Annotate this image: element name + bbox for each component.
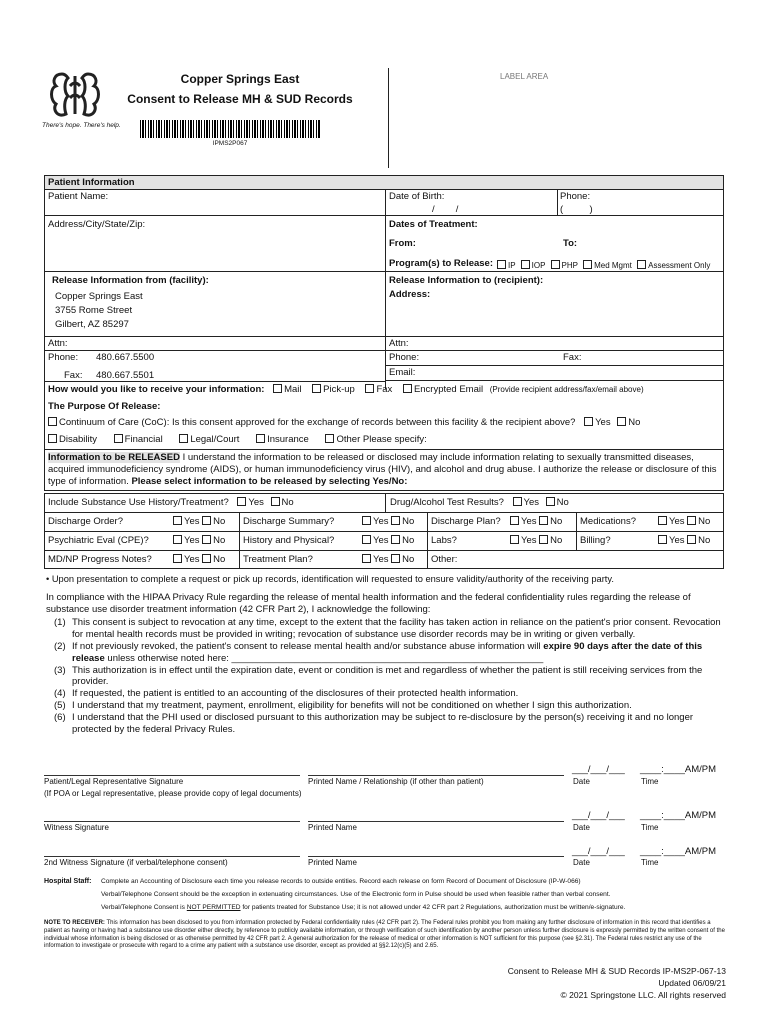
- hospital-staff-line3: Verbal/Telephone Consent is NOT PERMITTED for patients treated for Substance Use; it is not allowed under 42 CFR part 2 Regulations, authorization must be written/e-signature.: [101, 904, 626, 911]
- purpose-legal-checkbox[interactable]: Legal/Court: [179, 434, 239, 445]
- dob-field[interactable]: Date of Birth:: [389, 191, 445, 202]
- hospital-staff-line1: Complete an Accounting of Disclosure each time you release records to outside entities. Record each release on form Record of Document of Disclosure (IP-W-066): [101, 878, 581, 885]
- phone-value: ( ): [560, 204, 593, 215]
- program-assessment-checkbox[interactable]: Assessment Only: [637, 261, 710, 270]
- patient-time-field[interactable]: ____:____AM/PM: [640, 764, 717, 775]
- date-label: Date: [573, 823, 590, 832]
- program-php-checkbox[interactable]: PHP: [551, 261, 578, 270]
- release-from-fax-label: Fax:: [64, 370, 83, 381]
- release-to-address-field[interactable]: Address:: [389, 289, 431, 300]
- labs-yesno[interactable]: Yes No: [510, 535, 562, 547]
- date-label: Date: [573, 777, 590, 786]
- programs-label: Program(s) to Release:: [389, 258, 494, 269]
- term-item: (2) If not previously revoked, the patient's consent to release mental health and/or substance abuse information will expire 90 days after the date of this release unless otherwise noted here: ___________________________________________________________: [54, 640, 703, 664]
- witness-printed-name-label: Printed Name: [308, 823, 357, 832]
- logo: [44, 70, 106, 120]
- dates-treatment-label: Dates of Treatment:: [389, 219, 478, 230]
- billing-yesno[interactable]: Yes No: [658, 535, 710, 547]
- witness-time-field[interactable]: ____:____AM/PM: [640, 810, 717, 821]
- facility-name: Copper Springs East: [180, 72, 300, 86]
- release-from-phone-value: 480.667.5500: [96, 352, 155, 363]
- purpose-insurance-checkbox[interactable]: Insurance: [256, 434, 309, 445]
- billing-label: Billing?: [580, 535, 611, 546]
- witness-signature-line[interactable]: [44, 821, 300, 822]
- other-records-field[interactable]: Other:: [431, 554, 458, 565]
- history-physical-label: History and Physical?: [243, 535, 335, 546]
- sud-yes-checkbox[interactable]: Yes: [237, 497, 264, 508]
- patient-date-field[interactable]: ___/___/___: [572, 764, 625, 775]
- from-field[interactable]: From:: [389, 238, 416, 249]
- discharge-order-yesno[interactable]: Yes No: [173, 516, 225, 528]
- patient-signature-label: Patient/Legal Representative Signature: [44, 777, 184, 786]
- receive-fax-checkbox[interactable]: Fax: [365, 384, 392, 395]
- release-from-fax-value: 480.667.5501: [96, 370, 155, 381]
- psych-eval-yesno[interactable]: Yes No: [173, 535, 225, 547]
- barcode-text: IPMS2P067: [212, 140, 248, 147]
- purpose-other-checkbox[interactable]: Other Please specify:: [325, 434, 426, 445]
- treatment-plan-yesno[interactable]: Yes No: [362, 554, 414, 566]
- hipaa-intro: In compliance with the HIPAA Privacy Rule regarding the release of mental health information and the federal confidentiality rules regarding the release of substance use disorder treatment information (42 CFR Part 2), I acknowledge the following:: [46, 592, 691, 615]
- program-ip-checkbox[interactable]: IP: [497, 261, 515, 270]
- drug-test-row: Drug/Alcohol Test Results? Yes No: [390, 497, 569, 508]
- info-released-text: Information to be RELEASED I understand the information to be released or disclosed may include information relating to sexually transmitted diseases, acquired immunodeficiency syndrome (AIDS), or human immunodeficiency virus (HIV), and alcohol and drug abuse. I authorize the release or disclosure of this type of information. Please select information to be released by selecting Yes/No:: [48, 452, 717, 487]
- term-item: (1) This consent is subject to revocation at any time, except to the extent that the facility has taken action in reliance on the patient's prior consent. Revocation for mental health records must be provided in writing; revocation of substance use disorder records may be in writing or given verbally.: [54, 617, 721, 640]
- release-to-label: Release Information to (recipient):: [389, 275, 544, 286]
- treatment-plan-label: Treatment Plan?: [243, 554, 313, 565]
- dob-value: / /: [432, 204, 459, 215]
- term-item: (6) I understand that the PHI used or disclosed pursuant to this authorization may be subject to re-disclosure by the person(s) receiving it and no longer protected by the federal Privacy Rules.: [54, 712, 694, 735]
- to-field[interactable]: To:: [563, 238, 578, 249]
- time-label: Time: [641, 823, 659, 832]
- coc-yes-checkbox[interactable]: Yes: [584, 417, 611, 428]
- discharge-plan-yesno[interactable]: Yes No: [510, 516, 562, 528]
- purpose-options-row: [48, 434, 427, 446]
- hospital-staff-line2: Verbal/Telephone Consent should be the exception in extenuating circumstances. Use of the Electronic form in Pulse should be used when feasible rather than verbal consent.: [101, 891, 611, 898]
- time-label: Time: [641, 858, 659, 867]
- coc-no-checkbox[interactable]: No: [617, 417, 640, 428]
- witness2-signature-line[interactable]: [44, 856, 300, 857]
- sud-no-checkbox[interactable]: No: [271, 497, 294, 508]
- release-from-label: Release Information from (facility):: [52, 275, 209, 286]
- sud-history-row: Include Substance Use History/Treatment? Yes No: [48, 497, 294, 508]
- coc-row: [48, 417, 640, 429]
- history-physical-yesno[interactable]: Yes No: [362, 535, 414, 547]
- psych-eval-label: Psychiatric Eval (CPE)?: [48, 535, 149, 546]
- patient-signature-line[interactable]: [44, 775, 300, 776]
- receive-pickup-checkbox[interactable]: Pick-up: [312, 384, 355, 395]
- note-to-receiver: NOTE TO RECEIVER: This information has been disclosed to you from information protected by Federal confidentiality rules (42 CFR part 2). The Federal rules prohibit you from making any further disclosure of information in this record that identifies a patient as having or having had a substance use disorder either directly, by reference to publicly available information, or through verification of such identification by another person unless further disclosure is expressly permitted by the written consent of the individual whose information is being disclosed or as otherwise permitted by 42 CFR part 2. A general authorization for the release of medical or other information is NOT sufficient for this purpose (see §2.31). The Federal rules restrict any use of the information to investigate or prosecute with regard to a crime any patient with a substance use disorder, except as provided at §§2.12(c)(5) and 2.65.: [44, 920, 725, 950]
- coc-question: Continuum of Care (CoC): Is this consent approved for the exchange of records between this facility & the recipient above?: [59, 417, 576, 428]
- progress-notes-yesno[interactable]: Yes No: [173, 554, 225, 566]
- barcode: [140, 120, 320, 138]
- medications-label: Medications?: [580, 516, 636, 527]
- patient-printed-name-label: Printed Name / Relationship (if other than patient): [308, 777, 484, 786]
- term-item: (5) I understand that my treatment, payment, enrollment, eligibility for benefits will not be conditioned on whether I sign this authorization.: [54, 700, 632, 712]
- phone-field[interactable]: Phone:: [560, 191, 591, 202]
- patient-signature-note: (If POA or Legal representative, please provide copy of legal documents): [44, 789, 302, 798]
- witness-signature-label: Witness Signature: [44, 823, 109, 832]
- drug-no-checkbox[interactable]: No: [546, 497, 569, 508]
- release-to-phone-field[interactable]: Phone:: [389, 352, 420, 363]
- medications-yesno[interactable]: Yes No: [658, 516, 710, 528]
- witness2-printed-name-label: Printed Name: [308, 858, 357, 867]
- release-from-attn-field[interactable]: Attn:: [48, 338, 68, 349]
- patient-printed-name-line[interactable]: [308, 775, 564, 776]
- purpose-disability-checkbox[interactable]: Disability: [48, 434, 97, 445]
- release-from-phone-label: Phone:: [48, 352, 79, 363]
- discharge-summary-label: Discharge Summary?: [243, 516, 335, 527]
- tagline: There's hope. There's help.: [42, 122, 121, 129]
- footer-form-id: Consent to Release MH & SUD Records IP-MS2P-067-13: [507, 966, 726, 976]
- terms-list: [54, 617, 726, 736]
- witness2-signature-label: 2nd Witness Signature (if verbal/telephone consent): [44, 858, 228, 867]
- footer-updated: Updated 06/09/21: [658, 978, 726, 988]
- term-item: (4) If requested, the patient is entitled to an accounting of the disclosures of their protected health information.: [54, 688, 519, 700]
- date-label: Date: [573, 858, 590, 867]
- release-to-email-field[interactable]: Email:: [389, 367, 416, 378]
- receive-question: How would you like to receive your information:: [48, 384, 265, 395]
- release-from-line2: 3755 Rome Street: [55, 305, 133, 316]
- patient-section-title: Patient Information: [48, 177, 135, 188]
- drug-yes-checkbox[interactable]: Yes: [513, 497, 540, 508]
- labs-label: Labs?: [431, 535, 457, 546]
- discharge-plan-label: Discharge Plan?: [431, 516, 501, 527]
- discharge-order-label: Discharge Order?: [48, 516, 123, 527]
- time-label: Time: [641, 777, 659, 786]
- discharge-summary-yesno[interactable]: Yes No: [362, 516, 414, 528]
- program-iop-checkbox[interactable]: IOP: [521, 261, 546, 270]
- release-from-line1: Copper Springs East: [55, 291, 143, 302]
- receive-note: (Provide recipient address/fax/email above): [489, 385, 644, 394]
- progress-notes-label: MD/NP Progress Notes?: [48, 554, 152, 565]
- id-bullet: • Upon presentation to complete a request or pick up records, identification will requested to ensure validity/authority of the receiving party.: [46, 574, 614, 584]
- term-item: (3) This authorization is in effect until the expiration date, event or condition is met and regardless of whether the patient is still receiving services from the provider.: [54, 664, 703, 688]
- hospital-staff-label: Hospital Staff:: [44, 878, 92, 885]
- witness-date-field[interactable]: ___/___/___: [572, 810, 625, 821]
- release-to-attn-field[interactable]: Attn:: [389, 338, 409, 349]
- footer-copyright: © 2021 Springstone LLC. All rights reserved: [560, 990, 726, 1000]
- label-area: LABEL AREA: [500, 72, 549, 81]
- witness2-date-field[interactable]: ___/___/___: [572, 846, 625, 857]
- release-to-fax-field[interactable]: Fax:: [563, 352, 582, 363]
- purpose-title: The Purpose Of Release:: [48, 401, 161, 412]
- form-title: Consent to Release MH & SUD Records: [127, 92, 353, 106]
- purpose-financial-checkbox[interactable]: Financial: [114, 434, 163, 445]
- release-from-line3: Gilbert, AZ 85297: [55, 319, 129, 330]
- receive-method-row: [48, 384, 644, 396]
- witness2-printed-name-line[interactable]: [308, 856, 564, 857]
- address-field[interactable]: Address/City/State/Zip:: [48, 219, 146, 230]
- receive-email-checkbox[interactable]: Encrypted Email: [403, 384, 483, 395]
- witness2-time-field[interactable]: ____:____AM/PM: [640, 846, 717, 857]
- receive-mail-checkbox[interactable]: Mail: [273, 384, 301, 395]
- programs-checkboxes: [497, 260, 710, 271]
- witness-printed-name-line[interactable]: [308, 821, 564, 822]
- springstone-logo-icon: [44, 70, 106, 120]
- patient-name-field[interactable]: Patient Name:: [48, 191, 109, 202]
- program-med-mgmt-checkbox[interactable]: Med Mgmt: [583, 261, 632, 270]
